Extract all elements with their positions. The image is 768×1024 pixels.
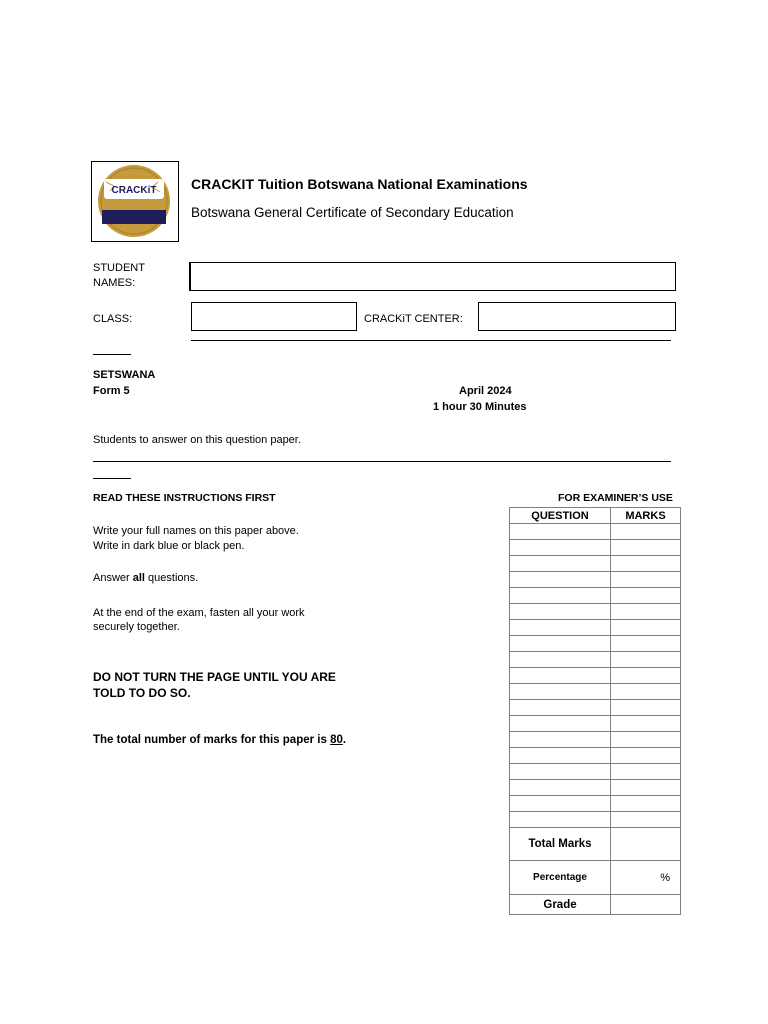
table-row bbox=[510, 732, 681, 748]
table-row bbox=[510, 700, 681, 716]
percentage-row bbox=[510, 861, 681, 895]
class-field[interactable] bbox=[191, 302, 357, 331]
total-marks-row bbox=[510, 828, 681, 861]
warning-text: DO NOT TURN THE PAGE UNTIL YOU ARE TOLD TO DO SO. bbox=[93, 670, 336, 700]
separator-line-2 bbox=[93, 461, 671, 462]
class-label: CLASS: bbox=[93, 313, 133, 325]
grade-label: Grade bbox=[510, 895, 611, 915]
grade-cell[interactable] bbox=[611, 895, 681, 915]
logo-text: CRACKiT bbox=[111, 185, 157, 196]
instruction-answer: Answer all questions. bbox=[93, 572, 199, 584]
total-marks-cell[interactable] bbox=[611, 828, 681, 861]
table-row bbox=[510, 716, 681, 732]
subject: SETSWANA bbox=[93, 369, 156, 381]
total-marks-statement: The total number of marks for this paper is 80. bbox=[93, 734, 347, 746]
col-marks-header: MARKS bbox=[611, 508, 681, 524]
table-row bbox=[510, 780, 681, 796]
instruction-fasten: At the end of the exam, fasten all your work securely together. bbox=[93, 607, 305, 633]
table-row bbox=[510, 572, 681, 588]
table-row bbox=[510, 524, 681, 540]
crackit-logo bbox=[96, 164, 172, 238]
table-row bbox=[510, 620, 681, 636]
instructions-heading: READ THESE INSTRUCTIONS FIRST bbox=[93, 492, 276, 504]
table-row bbox=[510, 556, 681, 572]
student-names-field[interactable] bbox=[189, 262, 676, 291]
table-row bbox=[510, 588, 681, 604]
percentage-cell[interactable]: % bbox=[611, 861, 681, 895]
total-marks-value: 80 bbox=[330, 734, 343, 746]
form-level: Form 5 bbox=[93, 385, 130, 397]
header-title: CRACKIT Tuition Botswana National Examinations bbox=[191, 176, 528, 192]
separator-line-2-tail bbox=[93, 478, 131, 479]
table-row bbox=[510, 764, 681, 780]
header-subtitle: Botswana General Certificate of Secondary Education bbox=[191, 205, 514, 220]
table-row bbox=[510, 748, 681, 764]
total-marks-label: Total Marks bbox=[510, 828, 611, 861]
student-names-label: STUDENT NAMES: bbox=[93, 262, 145, 289]
exam-date: April 2024 bbox=[459, 385, 512, 397]
answer-note: Students to answer on this question paper. bbox=[93, 434, 301, 446]
examiner-table bbox=[509, 507, 681, 915]
grade-row bbox=[510, 895, 681, 915]
instruction-names: Write your full names on this paper above. bbox=[93, 525, 299, 537]
table-row bbox=[510, 652, 681, 668]
table-row bbox=[510, 812, 681, 828]
logo-frame bbox=[91, 161, 179, 242]
center-label: CRACKiT CENTER: bbox=[364, 313, 463, 325]
answer-all-emphasis: all bbox=[132, 572, 145, 584]
table-row bbox=[510, 604, 681, 620]
exam-duration: 1 hour 30 Minutes bbox=[433, 401, 527, 413]
col-question-header: QUESTION bbox=[510, 508, 611, 524]
percentage-label: Percentage bbox=[510, 861, 611, 895]
separator-line bbox=[191, 340, 671, 341]
table-row bbox=[510, 540, 681, 556]
examiner-heading: FOR EXAMINER’S USE bbox=[558, 492, 673, 504]
table-row bbox=[510, 636, 681, 652]
table-row bbox=[510, 668, 681, 684]
examiner-table-header bbox=[510, 508, 681, 524]
separator-line-tail bbox=[93, 354, 131, 355]
instruction-pen: Write in dark blue or black pen. bbox=[93, 540, 245, 552]
table-row bbox=[510, 796, 681, 812]
table-row bbox=[510, 684, 681, 700]
center-field[interactable] bbox=[478, 302, 676, 331]
